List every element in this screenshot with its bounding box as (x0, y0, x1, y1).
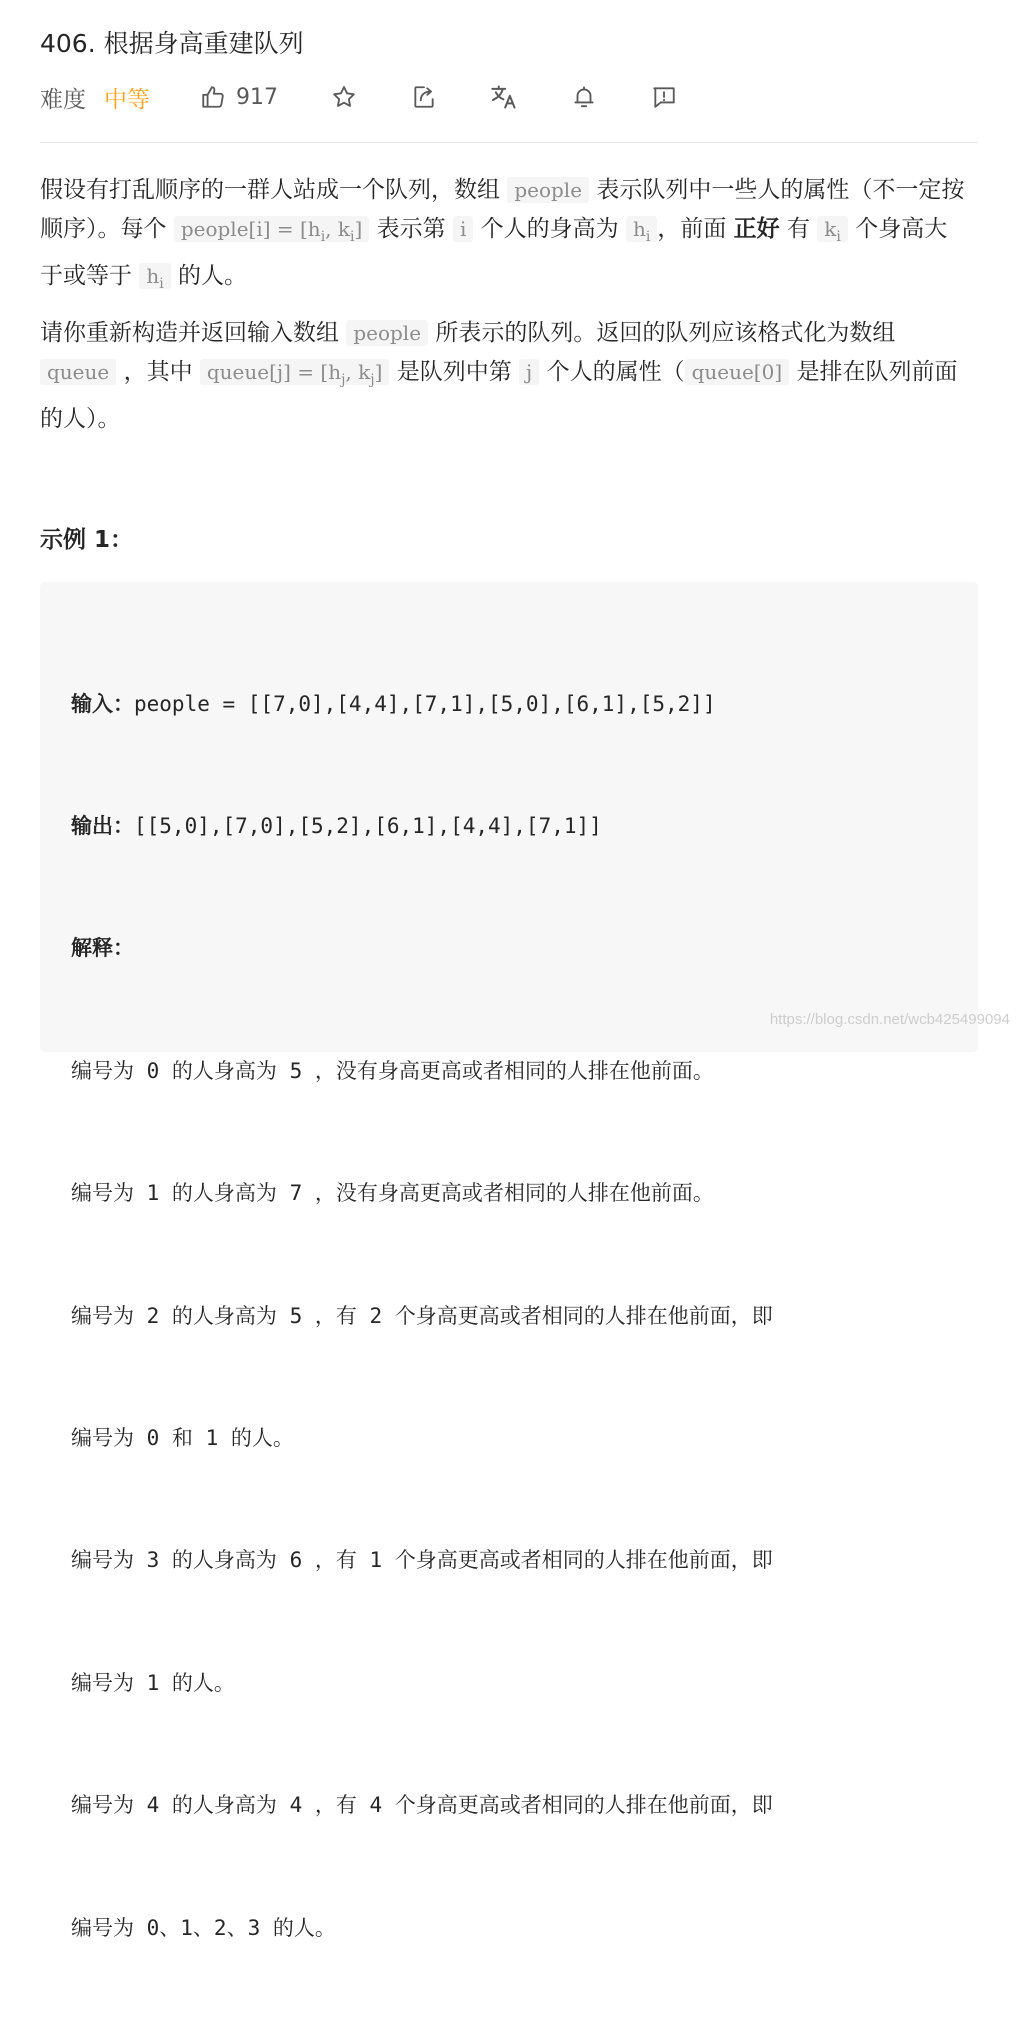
problem-title: 406. 根据身高重建队列 (40, 29, 304, 58)
desc-text: ，其中 (123, 359, 193, 385)
inline-code: j (519, 359, 539, 385)
example-title: 示例 1： (40, 527, 134, 553)
desc-text: 是队列中第 (396, 359, 512, 385)
thumbs-up-icon (200, 84, 226, 110)
notification-button[interactable] (570, 83, 598, 111)
bell-icon (571, 84, 597, 110)
inline-code: people (507, 177, 589, 203)
watermark: https://blog.csdn.net/wcb425499094 (769, 1011, 1010, 1028)
example-output-line: 输出：[[5,0],[7,0],[5,2],[6,1],[4,4],[7,1]] (71, 813, 602, 838)
desc-text: 个人的身高为 (480, 216, 619, 242)
header-divider (40, 142, 978, 143)
inline-code: $h_i$ (139, 263, 170, 289)
feedback-icon (651, 84, 677, 110)
inline-code: people (346, 320, 428, 346)
example-code-block (40, 582, 978, 1940)
desc-text: 是排在队列前面的人）。 (40, 359, 958, 432)
favorite-button[interactable] (330, 83, 358, 111)
explain-line: 编号为 1 的人。 (71, 1670, 235, 1695)
desc-text: 假设有打乱顺序的一群人站成一个队列，数组 (40, 177, 500, 203)
desc-text: 所表示的队列。返回的队列应该格式化为数组 (435, 320, 896, 346)
like-count: 917 (236, 84, 278, 110)
inline-code: queue[j] = [$h_j$, $k_j$] (200, 359, 390, 385)
inline-code: i (453, 216, 473, 242)
inline-code: queue (40, 359, 116, 385)
star-icon (331, 84, 357, 110)
translate-icon (490, 83, 518, 111)
inline-code: $h_i$ (626, 216, 657, 242)
description-paragraph-1 (40, 171, 970, 304)
explain-line: 编号为 2 的人身高为 5 ，有 2 个身高更高或者相同的人排在他前面，即 (71, 1303, 773, 1328)
feedback-button[interactable] (650, 83, 678, 111)
example-input-line: 输入：people = [[7,0],[4,4],[7,1],[5,0],[6,1],[5,2]] (71, 691, 716, 716)
difficulty-badge: 中等 (104, 86, 150, 113)
desc-text: 表示队列中一些人的属性（不一定按顺序）。每个 (40, 177, 965, 242)
explain-line: 编号为 0 和 1 的人。 (71, 1425, 294, 1450)
desc-text: 表示第 (376, 216, 446, 242)
desc-text: 请你重新构造并返回输入数组 (40, 320, 339, 346)
desc-text: ，前面 (657, 216, 727, 242)
example-lines (71, 602, 958, 2030)
inline-code: queue[0] (685, 359, 790, 385)
explain-line: 编号为 0 的人身高为 5 ，没有身高更高或者相同的人排在他前面。 (71, 1058, 714, 1083)
difficulty-label: 难度 (40, 86, 86, 113)
explain-line: 编号为 3 的人身高为 6 ，有 1 个身高更高或者相同的人排在他前面，即 (71, 1548, 773, 1573)
share-icon (411, 84, 437, 110)
emphasis-text: 正好 (733, 216, 780, 242)
explain-line: 编号为 0、1、2、3 的人。 (71, 1915, 336, 1940)
desc-text: 有 (786, 216, 810, 242)
desc-text: 个身高大于或等于 (40, 216, 948, 289)
problem-meta-bar (40, 80, 678, 114)
desc-text: 个人的属性（ (546, 359, 685, 385)
translate-button[interactable] (490, 83, 518, 111)
desc-text: 的人。 (178, 263, 247, 289)
example-explain-label: 解释： (71, 936, 134, 961)
description-paragraph-2 (40, 314, 970, 439)
inline-code: $k_i$ (817, 216, 848, 242)
inline-code: people[i] = [$h_i$, $k_i$] (174, 216, 370, 242)
like-button[interactable] (200, 84, 278, 110)
share-button[interactable] (410, 83, 438, 111)
explain-line: 编号为 4 的人身高为 4 ，有 4 个身高更高或者相同的人排在他前面，即 (71, 1793, 773, 1818)
explain-line: 编号为 1 的人身高为 7 ，没有身高更高或者相同的人排在他前面。 (71, 1181, 714, 1206)
